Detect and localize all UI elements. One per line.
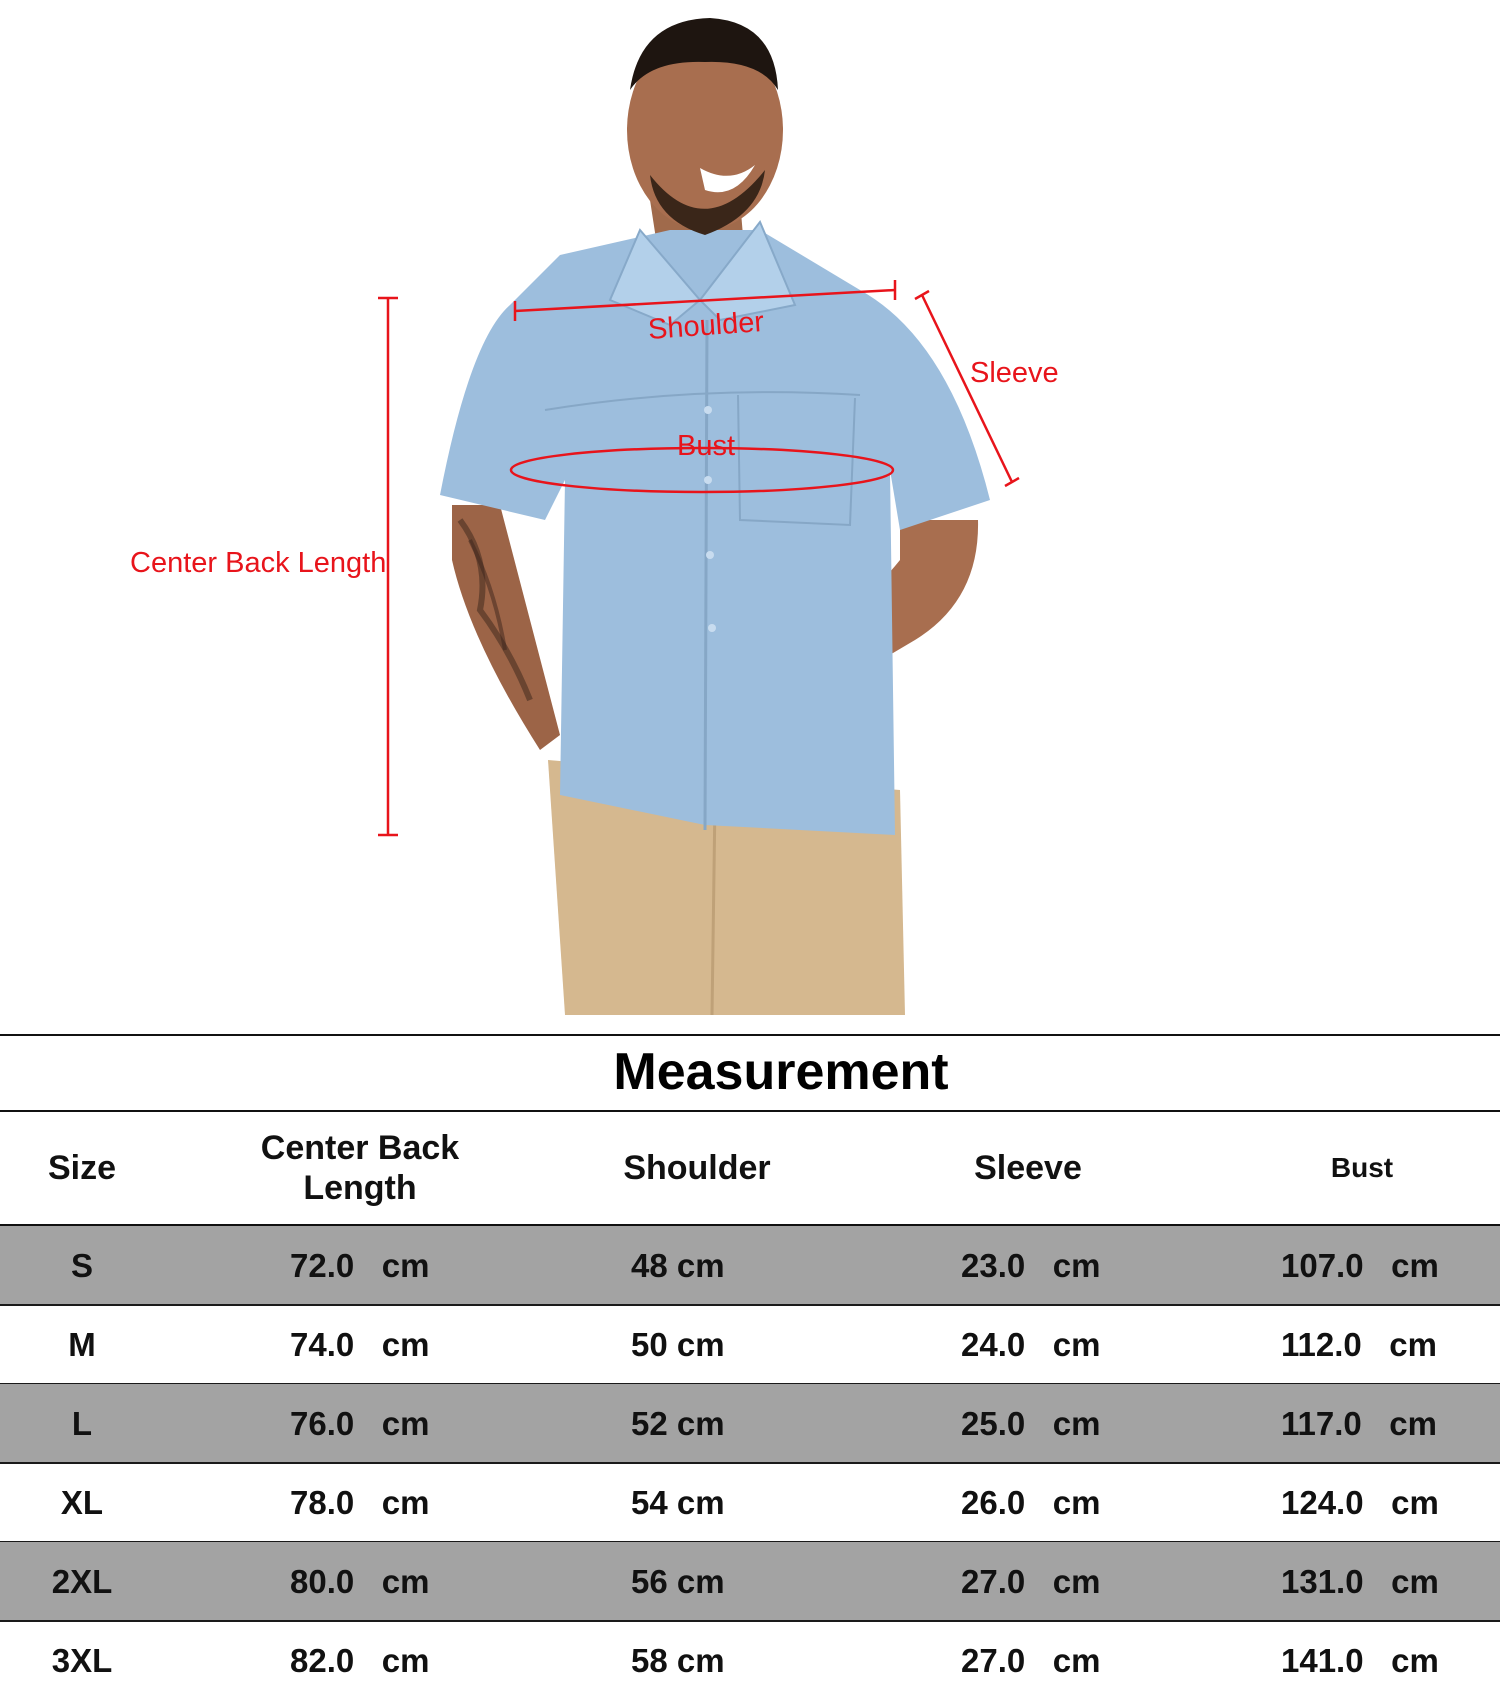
bust-label: Bust — [677, 430, 736, 462]
cell-center-back-length: 78.0 cm — [290, 1483, 430, 1521]
header-bust: Bust — [1330, 1152, 1394, 1183]
center-back-length-label: Center Back Length — [130, 547, 387, 579]
cell-sleeve: 27.0 cm — [961, 1641, 1101, 1679]
header-shoulder: Shoulder — [623, 1149, 771, 1187]
cell-shoulder: 58 cm — [631, 1641, 725, 1679]
cell-sleeve: 23.0 cm — [961, 1246, 1101, 1284]
cell-bust: 107.0 cm — [1281, 1246, 1439, 1284]
sleeve-label: Sleeve — [970, 357, 1059, 389]
shoulder-label: Shoulder — [646, 305, 766, 347]
cell-shoulder: 50 cm — [631, 1325, 725, 1363]
cell-shoulder: 52 cm — [631, 1404, 725, 1442]
header-center-back-length: Center Back Length — [260, 1129, 460, 1207]
left-arm — [452, 505, 560, 750]
cell-center-back-length: 76.0 cm — [290, 1404, 430, 1442]
cell-sleeve: 27.0 cm — [961, 1562, 1101, 1600]
cell-sleeve: 25.0 cm — [961, 1404, 1101, 1442]
cell-bust: 112.0 cm — [1281, 1325, 1437, 1363]
cell-bust: 117.0 cm — [1281, 1404, 1437, 1442]
table-row — [0, 1542, 1500, 1621]
cell-center-back-length: 82.0 cm — [290, 1641, 430, 1679]
cell-shoulder: 54 cm — [631, 1483, 725, 1521]
cell-shoulder: 56 cm — [631, 1562, 725, 1600]
cell-shoulder: 48 cm — [631, 1246, 725, 1284]
table-title: Measurement — [613, 1043, 949, 1101]
table-row — [0, 1384, 1500, 1463]
table-row — [0, 1226, 1500, 1305]
cell-size: M — [68, 1325, 96, 1363]
cell-bust: 131.0 cm — [1281, 1562, 1439, 1600]
cell-bust: 124.0 cm — [1281, 1483, 1439, 1521]
cell-bust: 141.0 cm — [1281, 1641, 1439, 1679]
cell-center-back-length: 80.0 cm — [290, 1562, 430, 1600]
header-size: Size — [47, 1149, 117, 1187]
cell-size: 2XL — [51, 1562, 113, 1600]
cell-size: S — [70, 1246, 93, 1284]
cell-size: L — [71, 1404, 93, 1442]
cell-sleeve: 26.0 cm — [961, 1483, 1101, 1521]
cell-center-back-length: 72.0 cm — [290, 1246, 430, 1284]
header-sleeve: Sleeve — [974, 1149, 1082, 1187]
cell-sleeve: 24.0 cm — [961, 1325, 1101, 1363]
table-row — [0, 1621, 1500, 1700]
table-row — [0, 1463, 1500, 1542]
cell-size: XL — [60, 1483, 104, 1521]
cell-center-back-length: 74.0 cm — [290, 1325, 430, 1363]
cell-size: 3XL — [51, 1641, 113, 1679]
table-row — [0, 1305, 1500, 1384]
